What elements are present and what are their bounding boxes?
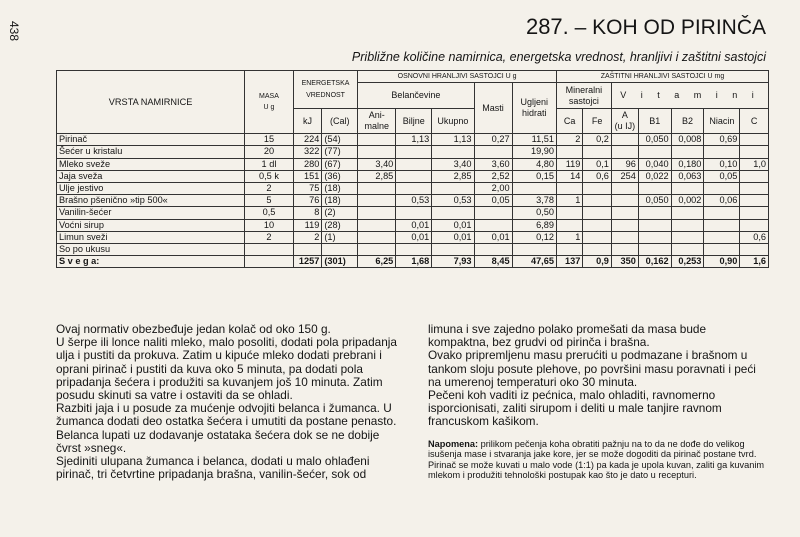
instruction-paragraph: Razbiti jaja i u posude za mućenje odvojiti belanca i žumanca. U žumanca dodati deo ostatka šećera i umutiti da postane penasto. [56,401,397,429]
cell-cal [322,244,358,256]
cell-fat: 2,52 [474,170,512,182]
cell-b1 [638,207,671,219]
cell-plant: 0,01 [396,219,432,231]
cell-ca [556,244,582,256]
cell-mass [245,256,294,268]
cell-animal: 2,85 [358,170,396,182]
cell-cal: (2) [322,207,358,219]
cell-fe [583,146,612,158]
table-row [57,170,769,182]
header-food: VRSTA NAMIRNICE [57,71,245,134]
cell-kj: 76 [293,195,322,207]
cell-carb: 11,51 [512,134,556,146]
instruction-paragraph: Sjediniti ulupana žumanca i belanca, dodati u malo ohlađeni pirinač, tri četvrtine pripadanja brašna, vanilin-šećer, sok od [56,454,370,482]
cell-b1 [638,146,671,158]
cell-niacin [704,183,740,195]
cell-ca [556,219,582,231]
cell-total: 0,01 [432,219,474,231]
cell-fe [583,207,612,219]
cell-cal: (18) [322,195,358,207]
header-fe: Fe [583,109,612,134]
cell-animal [358,134,396,146]
cell-plant [396,244,432,256]
header-b2: B2 [671,109,704,134]
recipe-number: 287. [525,14,569,39]
header-niacin: Niacin [704,109,740,134]
cell-niacin [704,231,740,243]
cell-b1: 0,022 [638,170,671,182]
header-ca: Ca [556,109,582,134]
cell-c: 1,0 [740,158,769,170]
cell-ca: 137 [556,256,582,268]
cell-ca [556,146,582,158]
cell-carb [512,244,556,256]
recipe-name: – KOH OD PIRINČA [574,16,766,39]
note [428,439,770,481]
cell-b1: 0,050 [638,195,671,207]
cell-plant [396,207,432,219]
cell-niacin: 0,69 [704,134,740,146]
cell-mass: 2 [245,183,294,195]
cell-animal [358,183,396,195]
cell-fe: 0,2 [583,134,612,146]
table-row [57,219,769,231]
cell-fe [583,195,612,207]
cell-b1: 0,040 [638,158,671,170]
table-row [57,195,769,207]
cell-carb: 0,12 [512,231,556,243]
header-mass: MASA U g [245,71,294,134]
cell-niacin: 0,06 [704,195,740,207]
cell-mass: 2 [245,231,294,243]
subtitle: Približne količine namirnica, energetska vrednost, hranljivi i zaštitni sastojci [351,50,766,64]
cell-niacin: 0,05 [704,170,740,182]
cell-b2 [671,207,704,219]
cell-cal: (77) [322,146,358,158]
cell-ca: 1 [556,195,582,207]
header-vit-a: A (u IJ) [611,109,638,134]
cell-fat [474,207,512,219]
cell-kj: 280 [293,158,322,170]
cell-ca: 14 [556,170,582,182]
cell-name: Vanilin-šećer [57,207,245,219]
cell-plant: 0,01 [396,231,432,243]
instructions-right [428,323,770,481]
header-carbs: Ugljeni hidrati [512,83,556,134]
cell-total: 0,53 [432,195,474,207]
cell-fat: 8,45 [474,256,512,268]
cell-fe: 0,9 [583,256,612,268]
cell-carb: 6,89 [512,219,556,231]
header-c: C [740,109,769,134]
cell-total [432,244,474,256]
cell-b2 [671,231,704,243]
cell-mass: 0,5 k [245,170,294,182]
cell-total: 2,85 [432,170,474,182]
instruction-paragraph: Ovako pripremljenu masu prerućiti u podmazane i brašnom u tankom sloju posute plehove, po površini masu poravnati i peći na umerenoj temperaturi oko 30 minuta. [428,348,756,389]
cell-b2 [671,146,704,158]
cell-b1 [638,219,671,231]
cell-fat: 0,01 [474,231,512,243]
cell-fe [583,231,612,243]
cell-animal [358,244,396,256]
cell-b2: 0,253 [671,256,704,268]
table-row [57,183,769,195]
cell-b2 [671,183,704,195]
cell-cal: (28) [322,219,358,231]
cell-mass [245,244,294,256]
cell-b2 [671,244,704,256]
cell-name: Voćni sirup [57,219,245,231]
cell-total: 7,93 [432,256,474,268]
cell-total: 0,01 [432,231,474,243]
table-row [57,231,769,243]
cell-c [740,183,769,195]
cell-name: Pirinač [57,134,245,146]
cell-total [432,146,474,158]
cell-c [740,244,769,256]
cell-b2: 0,180 [671,158,704,170]
cell-b1: 0,162 [638,256,671,268]
cell-mass: 1 dl [245,158,294,170]
cell-niacin [704,219,740,231]
cell-b1 [638,231,671,243]
cell-fat: 3,60 [474,158,512,170]
cell-kj: 322 [293,146,322,158]
cell-a: 254 [611,170,638,182]
cell-mass: 10 [245,219,294,231]
cell-fe [583,219,612,231]
cell-ca: 2 [556,134,582,146]
cell-fe [583,244,612,256]
cell-animal [358,219,396,231]
cell-c [740,134,769,146]
cell-niacin: 0,90 [704,256,740,268]
cell-animal [358,195,396,207]
instruction-paragraph: Belanca lupati uz dodavanje ostataka šećera dok se ne dobije čvrst »sneg«. [56,427,380,455]
cell-total: 3,40 [432,158,474,170]
recipe-title [526,14,766,40]
nutrition-table [56,70,769,268]
cell-fat [474,219,512,231]
cell-name: Brašno pšenično »tip 500« [57,195,245,207]
cell-ca [556,207,582,219]
cell-niacin: 0,10 [704,158,740,170]
cell-b1 [638,244,671,256]
cell-name: Ulje jestivo [57,183,245,195]
cell-fat [474,146,512,158]
cell-cal: (1) [322,231,358,243]
cell-name: Limun sveži [57,231,245,243]
cell-total [432,183,474,195]
cell-kj: 1257 [293,256,322,268]
cell-carb [512,183,556,195]
cell-name: So po ukusu [57,244,245,256]
cell-fe [583,183,612,195]
cell-niacin [704,244,740,256]
table-row [57,244,769,256]
header-total: Ukupno [432,109,474,134]
header-cal: (Cal) [322,109,358,134]
table-row [57,158,769,170]
header-kj: kJ [293,109,322,134]
cell-total [432,207,474,219]
header-energy: ENERGETSKA VREDNOST [293,71,357,109]
instruction-paragraph: U šerpe ili lonce naliti mleko, malo posoliti, dodati pola pripadanja ulja i pustiti da prokuva. Zatim u kipuće mleko dodati prebrani i oprani pirinač i pustiti da kuva oko 5 minuta, pa dodati pola pripadanja šećera i produžiti sa kuvanjem još 10 minuta. Zatim posudu skinuti sa vatre i ostaviti da se ohladi. [56,335,397,403]
cell-plant [396,183,432,195]
cell-animal: 6,25 [358,256,396,268]
cell-fat: 0,05 [474,195,512,207]
instruction-paragraph: limuna i sve zajedno polako promešati da masa bude kompaktna, bez grudvi od pirinča i brašna. [428,322,707,350]
header-protective: ZAŠTITNI HRANLJIVI SASTOJCI U mg [556,71,768,83]
cell-c [740,207,769,219]
header-plant: Biljne [396,109,432,134]
cell-fat: 2,00 [474,183,512,195]
cell-mass: 15 [245,134,294,146]
cell-a [611,231,638,243]
instructions-left [56,323,406,481]
header-proteins: Belančevine [358,83,474,109]
cell-c [740,170,769,182]
cell-carb: 47,65 [512,256,556,268]
cell-a: 96 [611,158,638,170]
table-body [57,134,769,268]
header-animal: Ani- malne [358,109,396,134]
cell-a [611,207,638,219]
cell-kj: 119 [293,219,322,231]
cell-fe: 0,1 [583,158,612,170]
cell-b2: 0,008 [671,134,704,146]
cell-plant: 0,53 [396,195,432,207]
cell-mass: 20 [245,146,294,158]
cell-c: 0,6 [740,231,769,243]
cell-kj: 151 [293,170,322,182]
instruction-paragraph: Ovaj normativ obezbeđuje jedan kolač od oko 150 g. [56,322,331,336]
cell-mass: 5 [245,195,294,207]
instruction-paragraph: Pečeni koh vaditi iz pećnica, malo ohladiti, ravnomerno isporcionisati, zaliti sirupom i deliti u male tanjire ravnom francuskom kašikom. [428,388,722,429]
cell-mass: 0,5 [245,207,294,219]
cell-name: Šećer u kristalu [57,146,245,158]
cell-name: Mleko sveže [57,158,245,170]
header-fats: Masti [474,83,512,134]
cell-total: 1,13 [432,134,474,146]
cell-a [611,146,638,158]
cell-cal: (301) [322,256,358,268]
cell-b2: 0,063 [671,170,704,182]
cell-c: 1,6 [740,256,769,268]
table-row [57,134,769,146]
cell-kj [293,244,322,256]
table-row [57,207,769,219]
cell-cal: (36) [322,170,358,182]
cell-carb: 4,80 [512,158,556,170]
cell-plant: 1,68 [396,256,432,268]
cell-plant: 1,13 [396,134,432,146]
cell-carb: 3,78 [512,195,556,207]
cell-a [611,134,638,146]
page-number: 438 [7,20,22,42]
cell-cal: (67) [322,158,358,170]
cell-animal [358,231,396,243]
cell-kj: 8 [293,207,322,219]
cell-b2: 0,002 [671,195,704,207]
cell-plant [396,170,432,182]
cell-fat [474,244,512,256]
cell-ca [556,183,582,195]
total-row [57,256,769,268]
cell-cal: (54) [322,134,358,146]
header-basic: OSNOVNI HRANLJIVI SASTOJCI U g [358,71,557,83]
cell-ca: 1 [556,231,582,243]
cell-b1: 0,050 [638,134,671,146]
header-vitamins: V i t a m i n i [611,83,768,109]
cell-plant [396,146,432,158]
cell-fat: 0,27 [474,134,512,146]
cell-ca: 119 [556,158,582,170]
cell-kj: 224 [293,134,322,146]
cell-kj: 75 [293,183,322,195]
cell-c [740,219,769,231]
cell-carb: 0,50 [512,207,556,219]
cell-carb: 19,90 [512,146,556,158]
note-text-2: Pirinač se može kuvati u malo vode (1:1) pa kada je upola kuvan, zaliti ga kuvanim mlekom i produžiti tehnološki postupak kao što je dato u recepturi. [428,459,765,481]
note-text: prilikom pečenja koha obratiti pažnju na to da ne dođe do velikog isušenja mase i stvaranja jake kore, jer se može dogoditi da pirinač postane tvrd. [428,438,757,460]
cell-name: S v e g a: [57,256,245,268]
cell-b2 [671,219,704,231]
cell-c [740,146,769,158]
cell-carb: 0,15 [512,170,556,182]
note-label: Napomena: [428,438,479,449]
cell-a [611,219,638,231]
cell-animal [358,146,396,158]
cell-b1 [638,183,671,195]
cell-niacin [704,146,740,158]
cell-a [611,244,638,256]
cell-niacin [704,207,740,219]
cell-a [611,195,638,207]
cell-cal: (18) [322,183,358,195]
cell-animal: 3,40 [358,158,396,170]
cell-a: 350 [611,256,638,268]
cell-kj: 2 [293,231,322,243]
header-b1: B1 [638,109,671,134]
cell-name: Jaja sveža [57,170,245,182]
table-row [57,146,769,158]
cell-plant [396,158,432,170]
cell-fe: 0,6 [583,170,612,182]
header-minerals: Mineralni sastojci [556,83,611,109]
cell-animal [358,207,396,219]
cell-c [740,195,769,207]
cell-a [611,183,638,195]
